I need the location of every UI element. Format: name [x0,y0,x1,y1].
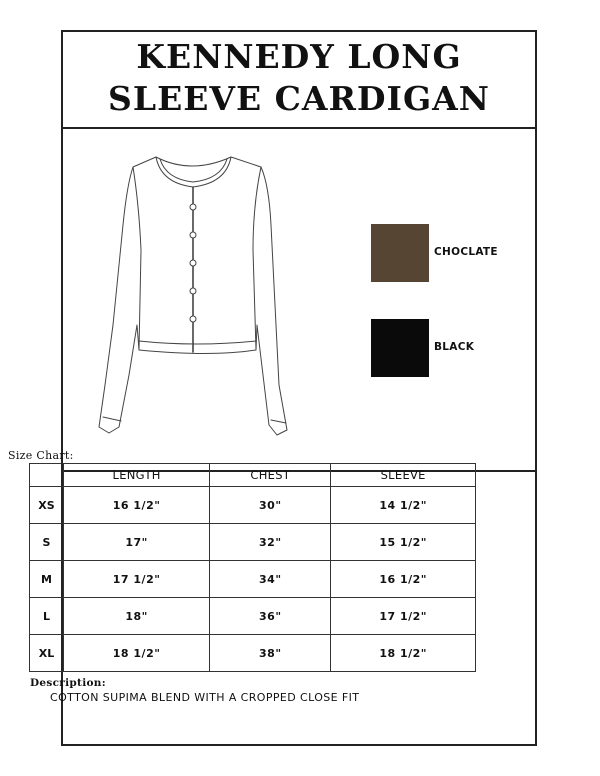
chest-cell: 30" [210,487,331,524]
sleeve-cell: 18 1/2" [331,635,476,672]
description-text: COTTON SUPIMA BLEND WITH A CROPPED CLOSE FIT [50,691,360,704]
table-header-row [30,464,476,487]
cardigan-line-drawing [81,145,311,445]
color-swatch-black [371,319,429,377]
size-chart-table [29,463,476,672]
length-cell: 17" [64,524,210,561]
size-cell: S [30,524,64,561]
chest-cell: 34" [210,561,331,598]
product-title-line-2: SLEEVE CARDIGAN [108,79,490,118]
sleeve-cell: 17 1/2" [331,598,476,635]
table-header-cell [30,464,64,487]
size-chart-label: Size Chart: [8,449,74,462]
table-row [30,524,476,561]
length-cell: 18" [64,598,210,635]
length-cell: 17 1/2" [64,561,210,598]
length-cell: 16 1/2" [64,487,210,524]
size-cell: XL [30,635,64,672]
chest-cell: 32" [210,524,331,561]
sleeve-cell: 15 1/2" [331,524,476,561]
table-header-cell: LENGTH [64,464,210,487]
size-cell: M [30,561,64,598]
illustration-panel [63,129,535,472]
chest-cell: 38" [210,635,331,672]
table-row [30,598,476,635]
size-cell: XS [30,487,64,524]
table-row [30,635,476,672]
product-title-line-1: KENNEDY LONG [136,37,462,76]
size-cell: L [30,598,64,635]
table-header-cell: CHEST [210,464,331,487]
sleeve-cell: 14 1/2" [331,487,476,524]
description-label: Description: [30,677,106,689]
chest-cell: 36" [210,598,331,635]
title-box [63,32,535,129]
color-label-black: BLACK [434,341,475,353]
sleeve-cell: 16 1/2" [331,561,476,598]
table-row [30,561,476,598]
length-cell: 18 1/2" [64,635,210,672]
table-row [30,487,476,524]
color-label-choclate: CHOCLATE [434,246,498,258]
color-swatch-choclate [371,224,429,282]
table-header-cell: SLEEVE [331,464,476,487]
